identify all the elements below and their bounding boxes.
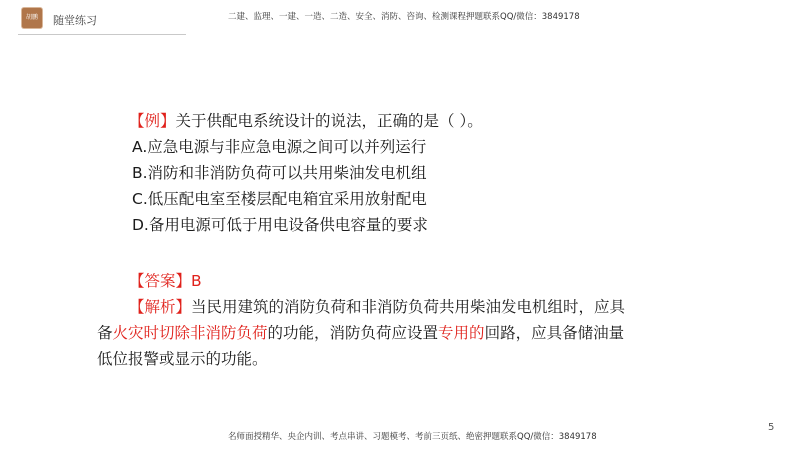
page-number: 5 [768, 422, 775, 433]
analysis-text-2a: 备 [97, 324, 113, 342]
question-tag: 【例】 [129, 112, 176, 130]
option-a: A.应急电源与非应急电源之间可以并列运行 [132, 138, 427, 156]
analysis-highlight-2: 专用的 [438, 324, 485, 342]
option-c: C.低压配电室至楼层配电箱宜采用放射配电 [132, 190, 427, 208]
logo-mark: 胡鹏 [25, 14, 38, 21]
option-d: D.备用电源可低于用电设备供电容量的要求 [132, 216, 428, 234]
section-title: 随堂练习 [53, 14, 97, 27]
answer-value: B [191, 272, 202, 290]
analysis-line-2 [97, 323, 624, 343]
answer-line [129, 271, 202, 291]
analysis-line-3: 低位报警或显示的功能。 [97, 350, 268, 368]
analysis-tag: 【解析】 [129, 298, 192, 316]
analysis-text-2c: 的功能，消防负荷应设置 [267, 324, 439, 342]
analysis-text-1: 当民用建筑的消防负荷和非消防负荷共用柴油发电机组时，应具 [191, 298, 626, 316]
answer-tag: 【答案】 [129, 272, 192, 290]
option-b: B.消防和非消防负荷可以共用柴油发电机组 [132, 164, 427, 182]
header-contact-note: 二建、监理、一建、一造、二造、安全、消防、咨询、检测课程押题联系QQ/微信：3849178 [228, 12, 580, 22]
question-stem-text: 关于供配电系统设计的说法，正确的是（ ）。 [175, 112, 483, 130]
analysis-line-1 [129, 297, 625, 317]
question-stem [129, 111, 483, 131]
analysis-text-2e: 回路，应具备储油量 [484, 324, 625, 342]
analysis-highlight-1: 火灾时切除非消防负荷 [112, 324, 268, 342]
footer-contact-note: 名师面授精华、央企内训、考点串讲、习题模考、考前三页纸、绝密押题联系QQ/微信：3849178 [228, 432, 597, 442]
